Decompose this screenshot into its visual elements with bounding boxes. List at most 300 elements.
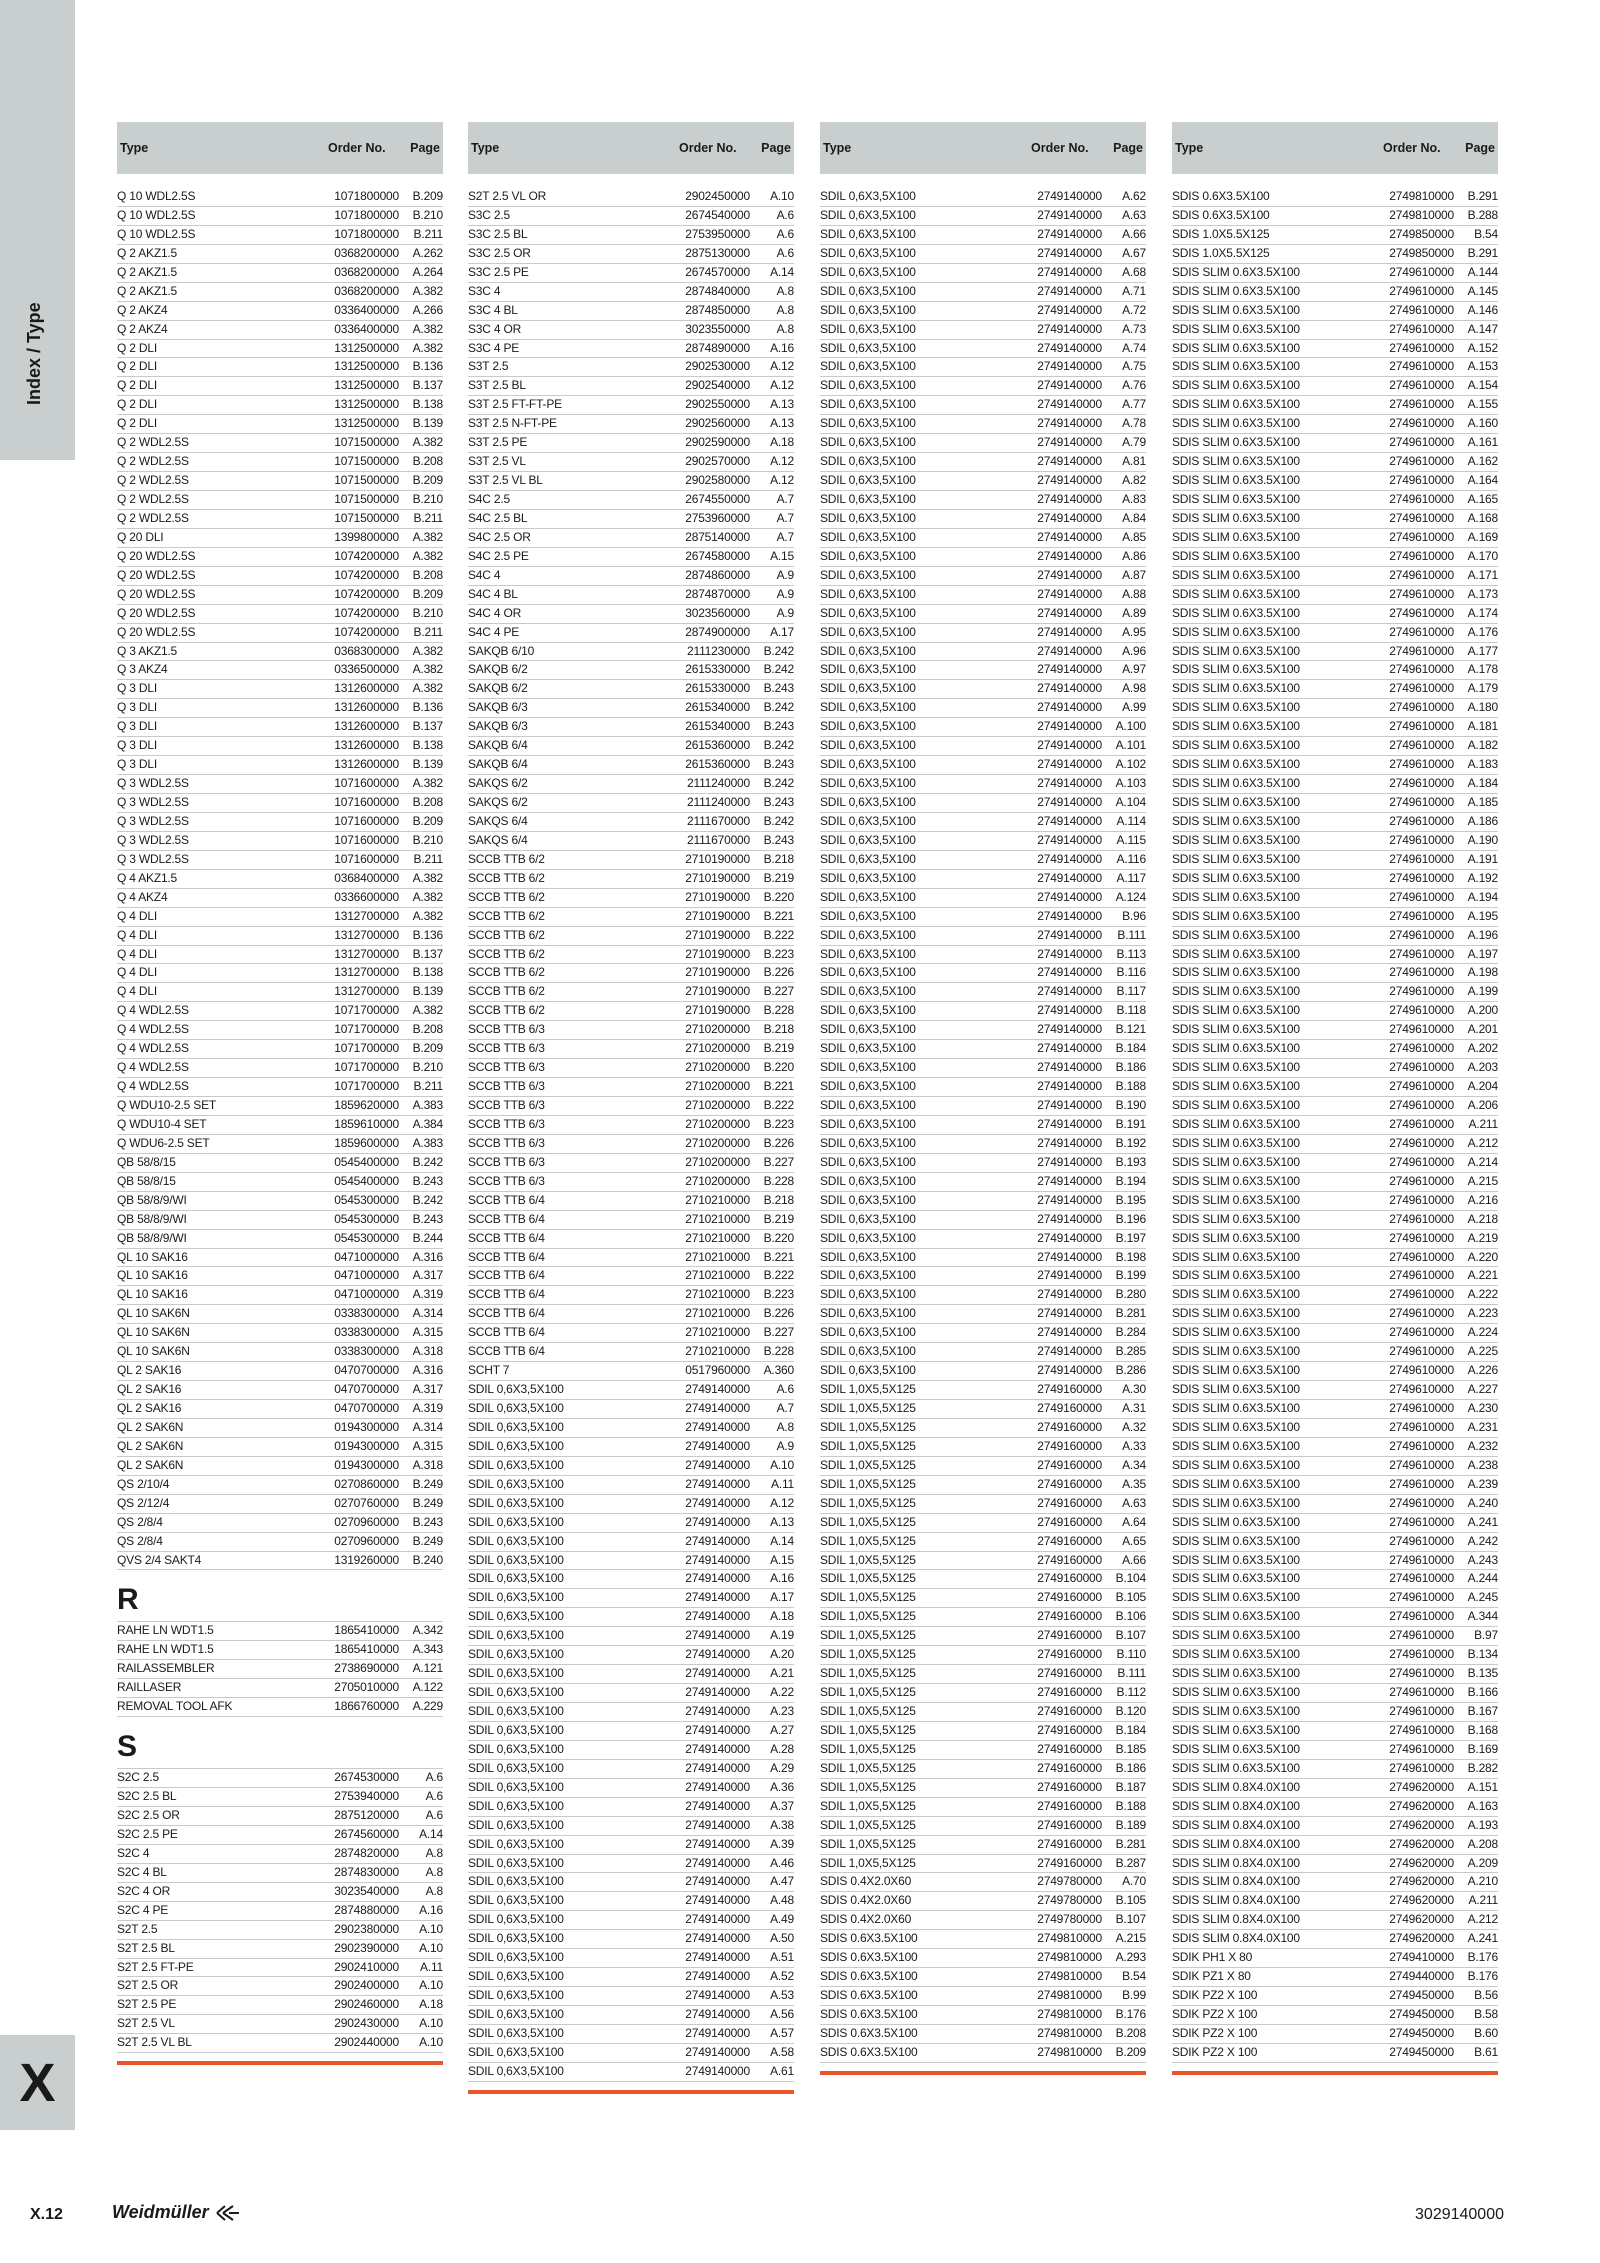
cell-order-no: 2875140000: [685, 529, 750, 544]
table-row: [468, 1419, 794, 1438]
table-row: [820, 377, 1146, 396]
cell-order-no: 2749610000: [1389, 359, 1454, 374]
cell-order-no: 2749140000: [1037, 681, 1102, 696]
table-row: [820, 226, 1146, 245]
cell-type: Q 2 WDL2.5S: [117, 492, 189, 506]
cell-order-no: 2749140000: [685, 1817, 750, 1832]
table-row: [820, 1855, 1146, 1874]
cell-page: A.11: [420, 1959, 443, 1974]
cell-page: B.209: [1115, 2044, 1146, 2059]
cell-type: SDIS 1.0X5.5X125: [1172, 226, 1270, 241]
column-body: [1172, 188, 1498, 2063]
cell-order-no: 2749140000: [685, 1741, 750, 1756]
cell-order-no: 2749140000: [1037, 965, 1102, 980]
cell-page: B.137: [412, 378, 443, 393]
cell-page: A.6: [425, 1789, 443, 1804]
table-row: [1172, 1760, 1498, 1779]
table-row: [117, 1249, 443, 1268]
cell-type: SDIL 0,6X3,5X100: [468, 1704, 564, 1718]
table-row: [1172, 1627, 1498, 1646]
table-row: [468, 1949, 794, 1968]
table-row: [468, 832, 794, 851]
cell-page: B.222: [763, 1268, 794, 1283]
table-row: [820, 1552, 1146, 1571]
table-row: [820, 1873, 1146, 1892]
cell-order-no: 2749140000: [685, 1685, 750, 1700]
cell-order-no: 2749140000: [1037, 510, 1102, 525]
table-row: [117, 832, 443, 851]
cell-order-no: 2749160000: [1037, 1552, 1102, 1567]
cell-type: SDIS SLIM 0.6X3.5X100: [1172, 416, 1300, 431]
cell-page: A.16: [419, 1902, 443, 1917]
cell-order-no: 2749140000: [685, 1419, 750, 1434]
cell-order-no: 2749610000: [1389, 492, 1454, 506]
cell-type: REMOVAL TOOL AFK: [117, 1699, 233, 1714]
cell-type: SDIK PZ2 X 100: [1172, 2025, 1258, 2040]
table-row: [117, 946, 443, 965]
cell-order-no: 1312600000: [334, 719, 399, 734]
cell-type: SDIS 0.6X3.5X100: [820, 1988, 918, 2003]
cell-type: SDIS SLIM 0.6X3.5X100: [1172, 1571, 1300, 1586]
cell-order-no: 2749140000: [685, 1647, 750, 1662]
table-row: [468, 226, 794, 245]
cell-page: B.137: [412, 946, 443, 961]
cell-page: B.136: [412, 927, 443, 942]
cell-type: SCCB TTB 6/4: [468, 1192, 545, 1207]
table-row: [117, 1769, 443, 1788]
cell-type: SDIL 0,6X3,5X100: [820, 1060, 916, 1075]
cell-order-no: 2710210000: [685, 1287, 750, 1302]
cell-order-no: 2749610000: [1389, 1552, 1454, 1567]
cell-order-no: 3023560000: [685, 605, 750, 620]
cell-type: SDIL 0,6X3,5X100: [820, 586, 916, 601]
cell-order-no: 2710190000: [685, 984, 750, 999]
cell-type: SDIS SLIM 0.6X3.5X100: [1172, 870, 1300, 885]
table-row: [468, 302, 794, 321]
cell-page: A.225: [1467, 1344, 1498, 1359]
cell-type: SDIS SLIM 0.6X3.5X100: [1172, 321, 1300, 336]
table-row: [1172, 1608, 1498, 1627]
cell-order-no: 2749610000: [1389, 1628, 1454, 1643]
cell-page: A.76: [1122, 378, 1146, 393]
cell-order-no: 2749140000: [1037, 605, 1102, 620]
cell-page: A.114: [1116, 813, 1146, 828]
cell-page: B.242: [763, 700, 794, 715]
cell-order-no: 2705010000: [334, 1680, 399, 1695]
cell-type: Q 3 WDL2.5S: [117, 795, 189, 809]
cell-page: A.9: [776, 567, 794, 582]
table-row: [820, 2044, 1146, 2063]
cell-page: B.184: [1115, 1041, 1146, 1056]
cell-order-no: 2902430000: [334, 2016, 399, 2031]
cell-order-no: 2902460000: [334, 1997, 399, 2012]
cell-order-no: 2749140000: [1037, 1192, 1102, 1207]
cell-type: SDIL 0,6X3,5X100: [820, 757, 916, 772]
table-row: [820, 472, 1146, 491]
cell-order-no: 0368200000: [334, 283, 399, 298]
table-row: [468, 434, 794, 453]
cell-order-no: 2749140000: [1037, 567, 1102, 582]
table-row: [468, 643, 794, 662]
cell-type: S2C 4 OR: [117, 1883, 171, 1898]
cell-page: A.77: [1122, 397, 1146, 412]
cell-type: SDIL 0,6X3,5X100: [820, 1079, 916, 1094]
table-row: [820, 453, 1146, 472]
table-row: [468, 680, 794, 699]
cell-page: A.31: [1122, 1401, 1146, 1415]
cell-type: QB 58/8/9/WI: [117, 1192, 187, 1207]
cell-order-no: 2749140000: [685, 2063, 750, 2078]
table-row: [820, 1968, 1146, 1987]
cell-type: QL 10 SAK6N: [117, 1344, 190, 1359]
cell-type: Q 2 DLI: [117, 397, 157, 412]
cell-type: QL 10 SAK6N: [117, 1325, 190, 1340]
table-row: [820, 1078, 1146, 1097]
cell-page: A.211: [1468, 1893, 1498, 1908]
cell-order-no: 2749610000: [1389, 1685, 1454, 1700]
cell-type: Q 4 WDL2.5S: [117, 1079, 189, 1094]
cell-order-no: 2749610000: [1389, 264, 1454, 279]
cell-type: SDIL 0,6X3,5X100: [468, 1855, 564, 1870]
cell-order-no: 2749610000: [1389, 1741, 1454, 1756]
cell-type: SDIS SLIM 0.6X3.5X100: [1172, 1003, 1300, 1018]
cell-order-no: 2902400000: [334, 1978, 399, 1993]
cell-type: SDIL 0,6X3,5X100: [820, 567, 916, 582]
cell-order-no: 2749160000: [1037, 1722, 1102, 1737]
table-row: [820, 510, 1146, 529]
cell-page: A.8: [425, 1864, 443, 1879]
cell-page: B.221: [763, 1079, 794, 1094]
table-row: [820, 1230, 1146, 1249]
cell-order-no: 1071600000: [334, 832, 399, 847]
cell-type: SDIL 0,6X3,5X100: [820, 207, 916, 222]
cell-type: Q 2 AKZ4: [117, 302, 168, 317]
cell-page: A.317: [412, 1382, 443, 1397]
cell-type: SCCB TTB 6/2: [468, 870, 545, 885]
cell-order-no: 2615340000: [685, 700, 750, 715]
table-row: [1172, 605, 1498, 624]
cell-type: SCCB TTB 6/2: [468, 889, 545, 904]
table-row: [1172, 586, 1498, 605]
cell-page: B.249: [412, 1476, 443, 1491]
cell-type: SDIK PZ2 X 100: [1172, 1988, 1258, 2003]
table-row: [820, 946, 1146, 965]
cell-page: B.168: [1467, 1722, 1498, 1737]
table-row: [117, 1419, 443, 1438]
cell-order-no: 2710200000: [685, 1154, 750, 1169]
cell-order-no: 0336500000: [334, 662, 399, 677]
cell-page: A.30: [1122, 1382, 1146, 1397]
cell-type: SDIS 0.6X3.5X100: [820, 1931, 918, 1946]
table-row: [1172, 832, 1498, 851]
cell-order-no: 2753950000: [685, 226, 750, 241]
cell-type: SDIS SLIM 0.6X3.5X100: [1172, 567, 1300, 582]
table-row: [820, 775, 1146, 794]
cell-order-no: 2710210000: [685, 1268, 750, 1283]
cell-page: A.215: [1115, 1931, 1146, 1946]
table-row: [468, 1286, 794, 1305]
cell-type: SDIS SLIM 0.6X3.5X100: [1172, 662, 1300, 677]
cell-order-no: 2674550000: [685, 492, 750, 506]
table-row: [468, 1173, 794, 1192]
cell-type: S4C 2.5 OR: [468, 529, 531, 544]
cell-type: SCCB TTB 6/4: [468, 1249, 545, 1264]
cell-order-no: 2749450000: [1389, 2007, 1454, 2021]
cell-page: A.219: [1467, 1230, 1498, 1245]
cell-order-no: 2749140000: [1037, 795, 1102, 809]
cell-type: SCCB TTB 6/3: [468, 1173, 545, 1188]
table-row: [468, 718, 794, 737]
cell-order-no: 2749140000: [1037, 548, 1102, 563]
cell-page: B.186: [1115, 1060, 1146, 1075]
table-row: [1172, 1570, 1498, 1589]
cell-type: SCCB TTB 6/4: [468, 1268, 545, 1283]
cell-page: A.382: [412, 776, 443, 791]
cell-page: B.210: [412, 832, 443, 847]
cell-order-no: 2749140000: [1037, 1363, 1102, 1378]
cell-type: SDIS SLIM 0.6X3.5X100: [1172, 757, 1300, 772]
cell-page: A.220: [1467, 1249, 1498, 1264]
cell-type: SDIL 0,6X3,5X100: [468, 1760, 564, 1775]
table-row: [1172, 1135, 1498, 1154]
cell-page: B.136: [412, 359, 443, 374]
cell-page: A.18: [770, 1609, 794, 1624]
cell-type: SAKQB 6/4: [468, 757, 528, 772]
cell-type: S2C 2.5: [117, 1770, 159, 1785]
cell-type: SDIL 0,6X3,5X100: [820, 1344, 916, 1359]
cell-type: SDIS SLIM 0.6X3.5X100: [1172, 1249, 1300, 1264]
cell-type: SDIS 0.6X3.5X100: [820, 1969, 918, 1984]
cell-type: Q 3 DLI: [117, 681, 157, 696]
cell-order-no: 2710200000: [685, 1060, 750, 1075]
cell-page: A.14: [770, 1533, 794, 1548]
cell-type: Q 3 DLI: [117, 738, 157, 753]
cell-type: Q 2 DLI: [117, 340, 157, 355]
cell-type: SDIL 0,6X3,5X100: [468, 1628, 564, 1643]
cell-order-no: 2749160000: [1037, 1401, 1102, 1415]
cell-page: B.209: [412, 1041, 443, 1056]
cell-page: A.384: [412, 1116, 443, 1131]
cell-page: A.58: [770, 2044, 794, 2059]
cell-order-no: 2749410000: [1389, 1950, 1454, 1965]
cell-page: B.222: [763, 1098, 794, 1112]
cell-order-no: 1071800000: [334, 226, 399, 241]
cell-order-no: 2749160000: [1037, 1514, 1102, 1529]
cell-order-no: 2749140000: [1037, 776, 1102, 791]
cell-type: S3C 2.5 PE: [468, 264, 529, 279]
table-row: [468, 2063, 794, 2082]
cell-type: SDIL 0,6X3,5X100: [820, 1192, 916, 1207]
cell-order-no: 2902560000: [685, 416, 750, 431]
cell-page: A.204: [1467, 1079, 1498, 1094]
cell-type: QB 58/8/9/WI: [117, 1230, 187, 1245]
cell-order-no: 2749140000: [1037, 813, 1102, 828]
cell-page: A.116: [1116, 851, 1146, 866]
cell-page: A.38: [770, 1817, 794, 1832]
cell-order-no: 2749610000: [1389, 567, 1454, 582]
cell-order-no: 2874880000: [334, 1902, 399, 1917]
column-end-bar: [1172, 2071, 1498, 2075]
cell-order-no: 2710190000: [685, 851, 750, 866]
table-row: [468, 1552, 794, 1571]
table-row: [117, 358, 443, 377]
table-row: [1172, 529, 1498, 548]
cell-type: Q 2 DLI: [117, 416, 157, 431]
cell-type: SDIS SLIM 0.6X3.5X100: [1172, 795, 1300, 809]
cell-order-no: 2749140000: [685, 1912, 750, 1927]
cell-order-no: 0545400000: [334, 1173, 399, 1188]
cell-order-no: 2710190000: [685, 927, 750, 942]
cell-type: S4C 4 BL: [468, 586, 518, 601]
cell-order-no: 2902570000: [685, 454, 750, 469]
cell-page: B.193: [1115, 1154, 1146, 1169]
cell-order-no: 2749620000: [1389, 1893, 1454, 1908]
side-tab-label: Index / Type: [24, 302, 44, 405]
table-row: [1172, 889, 1498, 908]
brand-name: Weidmüller: [112, 2202, 209, 2222]
table-row: [117, 889, 443, 908]
cell-order-no: 2749610000: [1389, 1211, 1454, 1226]
cell-type: SDIL 0,6X3,5X100: [820, 643, 916, 658]
cell-order-no: 2749620000: [1389, 1836, 1454, 1851]
table-row: [1172, 1343, 1498, 1362]
cell-type: SDIL 1,0X5,5X125: [820, 1779, 916, 1794]
cell-type: SDIL 0,6X3,5X100: [820, 1135, 916, 1150]
cell-page: B.211: [413, 851, 443, 866]
table-row: [117, 1514, 443, 1533]
index-column-1: [117, 122, 443, 2065]
cell-page: A.232: [1467, 1438, 1498, 1453]
cell-page: B.189: [1115, 1817, 1146, 1832]
cell-page: A.73: [1122, 321, 1146, 336]
cell-type: S2C 4 PE: [117, 1902, 169, 1917]
cell-order-no: 2749140000: [685, 1457, 750, 1472]
cell-page: A.48: [770, 1893, 794, 1908]
cell-order-no: 2749140000: [685, 2044, 750, 2059]
cell-order-no: 0368200000: [334, 245, 399, 260]
table-row: [468, 1987, 794, 2006]
cell-order-no: 0338300000: [334, 1344, 399, 1359]
cell-order-no: 2749160000: [1037, 1760, 1102, 1775]
header-page: Page: [761, 141, 791, 155]
cell-page: A.226: [1467, 1363, 1498, 1378]
side-tab: [0, 0, 75, 460]
document-code: 3029140000: [1415, 2206, 1504, 2223]
table-row: [820, 1798, 1146, 1817]
cell-page: A.121: [412, 1661, 443, 1676]
cell-page: B.242: [763, 662, 794, 677]
cell-order-no: 2749160000: [1037, 1382, 1102, 1397]
cell-page: B.197: [1115, 1230, 1146, 1245]
table-row: [820, 2025, 1146, 2044]
table-row: [1172, 1892, 1498, 1911]
cell-type: SDIS 0.4X2.0X60: [820, 1912, 912, 1927]
cell-type: SDIS SLIM 0.6X3.5X100: [1172, 1041, 1300, 1056]
cell-page: A.95: [1122, 624, 1146, 639]
cell-order-no: 2749610000: [1389, 1476, 1454, 1491]
cell-type: SDIS SLIM 0.6X3.5X100: [1172, 1760, 1300, 1775]
cell-page: A.12: [770, 454, 794, 469]
cell-page: A.382: [412, 681, 443, 696]
cell-order-no: 2749610000: [1389, 870, 1454, 885]
cell-order-no: 2749140000: [1037, 946, 1102, 961]
cell-page: A.98: [1122, 681, 1146, 696]
table-row: [820, 1249, 1146, 1268]
table-row: [117, 264, 443, 283]
cell-type: SDIL 0,6X3,5X100: [468, 1685, 564, 1700]
cell-page: B.218: [763, 851, 794, 866]
cell-order-no: 1074200000: [334, 567, 399, 582]
cell-type: SDIL 0,6X3,5X100: [820, 984, 916, 999]
cell-type: SDIL 0,6X3,5X100: [820, 1287, 916, 1302]
cell-type: Q 3 WDL2.5S: [117, 851, 189, 866]
cell-order-no: 2902390000: [334, 1940, 399, 1955]
cell-order-no: 2749140000: [1037, 226, 1102, 241]
cell-order-no: 2749620000: [1389, 1779, 1454, 1794]
cell-page: A.10: [419, 1978, 443, 1993]
section-letter-badge: X: [0, 2035, 75, 2130]
cell-page: B.218: [763, 1022, 794, 1037]
cell-type: S4C 4: [468, 567, 501, 582]
table-row: [820, 1002, 1146, 1021]
cell-type: SDIL 0,6X3,5X100: [820, 548, 916, 563]
column-body: [820, 188, 1146, 2063]
cell-type: SAKQB 6/3: [468, 700, 528, 715]
header-type: Type: [823, 141, 852, 155]
cell-page: A.117: [1116, 870, 1146, 885]
cell-page: B.113: [1116, 946, 1146, 961]
cell-page: A.34: [1122, 1457, 1146, 1472]
cell-type: SDIL 0,6X3,5X100: [468, 2044, 564, 2059]
cell-order-no: 2749140000: [1037, 264, 1102, 279]
table-row: [820, 358, 1146, 377]
cell-order-no: 0470700000: [334, 1363, 399, 1378]
table-row: [820, 1135, 1146, 1154]
cell-type: QL 2 SAK6N: [117, 1438, 184, 1453]
cell-order-no: 2674570000: [685, 264, 750, 279]
table-row: [117, 1495, 443, 1514]
table-row: [1172, 964, 1498, 983]
table-row: [468, 851, 794, 870]
cell-order-no: 2749610000: [1389, 1116, 1454, 1131]
cell-page: B.249: [412, 1533, 443, 1548]
cell-page: A.196: [1467, 927, 1498, 942]
table-row: [468, 1343, 794, 1362]
cell-order-no: 2749620000: [1389, 1855, 1454, 1870]
cell-order-no: 2749850000: [1389, 226, 1454, 241]
cell-page: A.47: [770, 1874, 794, 1889]
table-row: [468, 529, 794, 548]
table-row: [468, 1154, 794, 1173]
table-row: [468, 1078, 794, 1097]
cell-page: A.89: [1122, 605, 1146, 620]
cell-type: S2T 2.5 VL OR: [468, 189, 547, 203]
cell-type: SDIL 0,6X3,5X100: [468, 2063, 564, 2078]
cell-page: A.169: [1467, 529, 1498, 544]
cell-page: B.134: [1467, 1647, 1498, 1662]
cell-type: SDIL 0,6X3,5X100: [468, 1552, 564, 1567]
cell-type: RAHE LN WDT1.5: [117, 1623, 214, 1638]
cell-order-no: 2902530000: [685, 359, 750, 374]
cell-order-no: 2749610000: [1389, 586, 1454, 601]
cell-type: SDIS SLIM 0.8X4.0X100: [1172, 1931, 1300, 1946]
cell-page: A.78: [1122, 416, 1146, 431]
cell-page: B.249: [412, 1495, 443, 1510]
table-row: [820, 529, 1146, 548]
cell-order-no: 0270960000: [334, 1514, 399, 1529]
cell-type: Q 2 DLI: [117, 378, 157, 393]
cell-type: SDIS SLIM 0.6X3.5X100: [1172, 1135, 1300, 1150]
